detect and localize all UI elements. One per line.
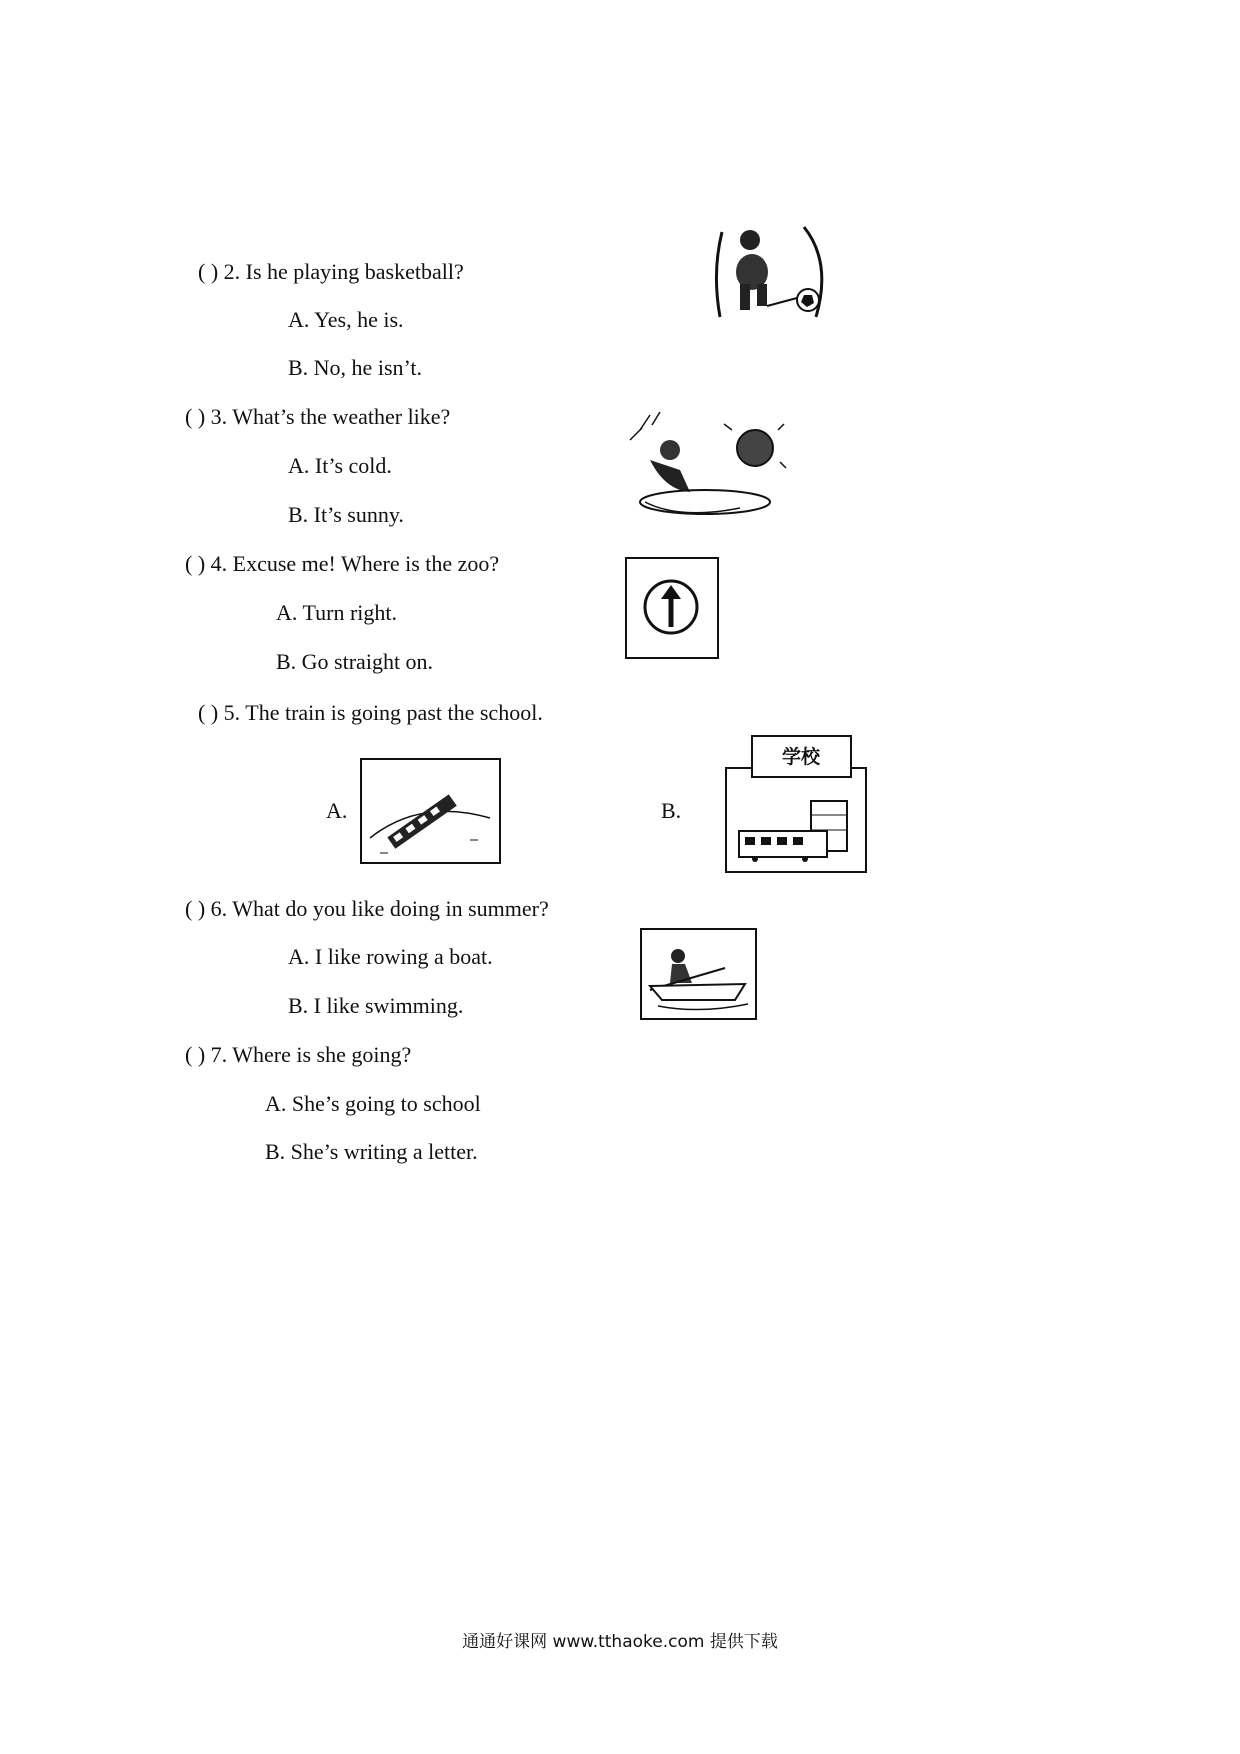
question-7-option-a: A. She’s going to school xyxy=(265,1091,481,1116)
school-train-image xyxy=(725,735,868,873)
question-3-stem: ( ) 3. What’s the weather like? xyxy=(185,404,451,429)
question-6-option-a: A. I like rowing a boat. xyxy=(288,944,493,969)
question-3-option-b: B. It’s sunny. xyxy=(288,502,404,527)
question-6-stem: ( ) 6. What do you like doing in summer? xyxy=(185,896,549,921)
soccer-boy-image xyxy=(712,222,837,327)
question-5-option-b: B. xyxy=(661,798,682,823)
question-2-stem: ( ) 2. Is he playing basketball? xyxy=(198,259,464,284)
question-4-option-b: B. Go straight on. xyxy=(276,649,434,674)
question-4-stem: ( ) 4. Excuse me! Where is the zoo? xyxy=(185,551,500,576)
train-on-hill-image xyxy=(360,758,502,865)
sunbathing-image xyxy=(620,410,790,525)
question-5-option-a: A. xyxy=(326,798,348,823)
straight-arrow-sign-image xyxy=(625,557,720,659)
question-6-option-b: B. I like swimming. xyxy=(288,993,464,1018)
question-3-option-a: A. It’s cold. xyxy=(288,453,392,478)
school-sign-label: 学校 xyxy=(781,746,821,768)
question-2-option-a: A. Yes, he is. xyxy=(288,307,404,332)
question-7-option-b: B. She’s writing a letter. xyxy=(265,1139,478,1164)
question-7-stem: ( ) 7. Where is she going? xyxy=(185,1042,412,1067)
footer-watermark: 通通好课网 www.tthaoke.com 提供下载 xyxy=(462,1632,778,1652)
question-4-option-a: A. Turn right. xyxy=(276,600,398,625)
question-2-option-b: B. No, he isn’t. xyxy=(288,355,423,380)
question-5-stem: ( ) 5. The train is going past the school. xyxy=(198,700,543,725)
rowing-boat-image xyxy=(640,928,758,1021)
